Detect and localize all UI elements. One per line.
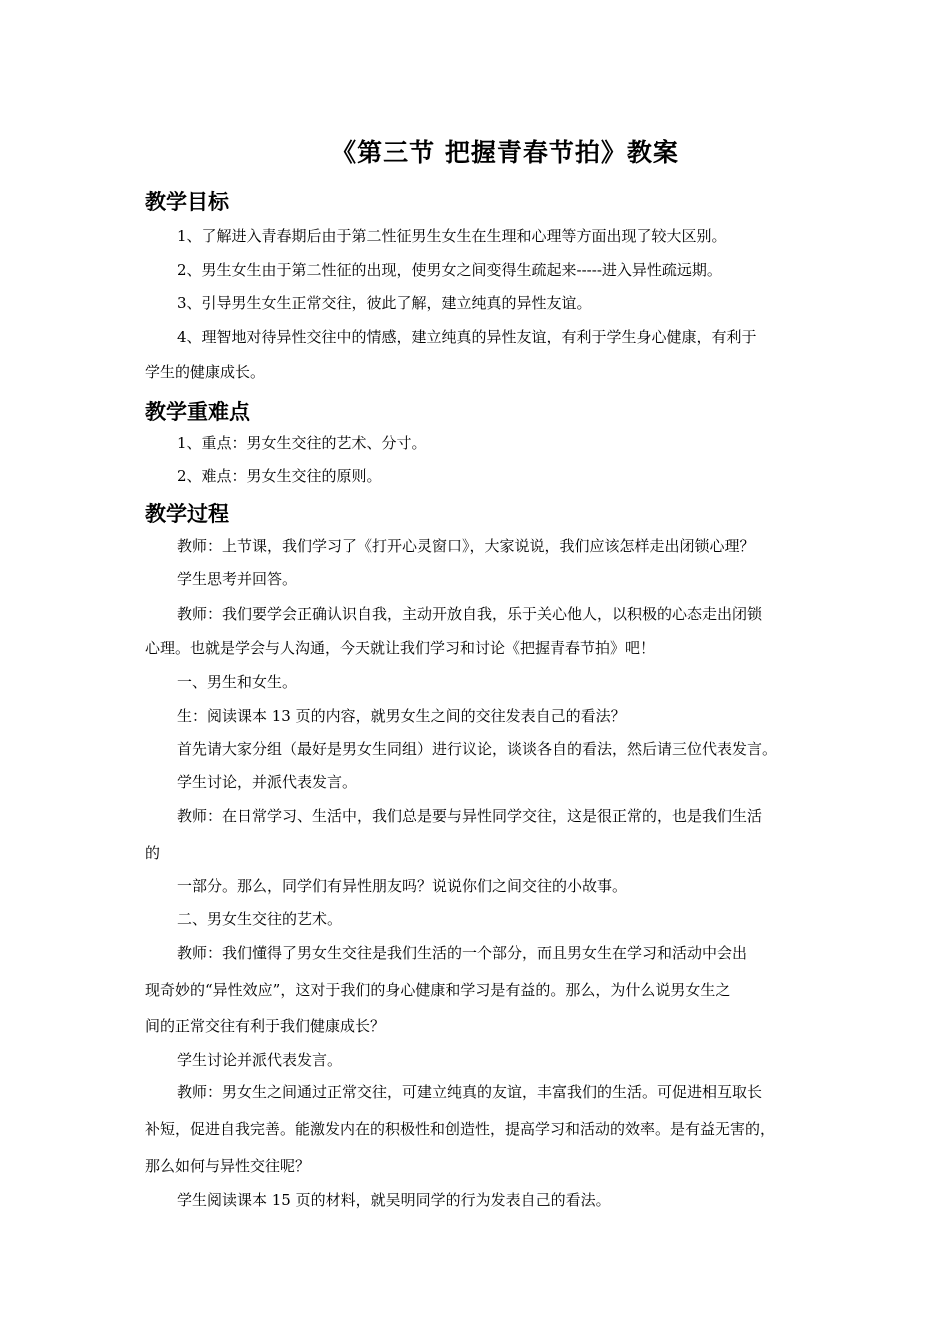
process-line: 补短，促进自我完善。能激发内在的积极性和创造性，提高学习和活动的效率。是有益无害的， [145, 1120, 776, 1138]
process-line: 心理。也就是学会与人沟通，今天就让我们学习和讨论《把握青春节拍》吧！ [145, 639, 656, 657]
process-line: 现奇妙的“异性效应”，这对于我们的身心健康和学习是有益的。那么，为什么说男女生之 [145, 981, 731, 999]
heading-process: 教学过程 [145, 502, 229, 526]
process-line: 学生思考并回答。 [177, 570, 298, 588]
process-line: 二、男女生交往的艺术。 [177, 910, 343, 928]
objective-line: 学生的健康成长。 [145, 363, 266, 381]
objective-line: 2、男生女生由于第二性征的出现，使男女之间变得生疏起来-----进入异性疏远期。 [177, 261, 722, 279]
process-line: 学生讨论，并派代表发言。 [177, 773, 358, 791]
objective-line: 1、了解进入青春期后由于第二性征男生女生在生理和心理等方面出现了较大区别。 [177, 227, 727, 245]
process-line: 教师：我们要学会正确认识自我，主动开放自我，乐于关心他人，以积极的心态走出闭锁 [177, 605, 763, 623]
process-line: 教师：上节课，我们学习了《打开心灵窗口》，大家说说，我们应该怎样走出闭锁心理？ [177, 537, 755, 555]
process-line: 教师：男女生之间通过正常交往，可建立纯真的友谊，丰富我们的生活。可促进相互取长 [177, 1083, 763, 1101]
process-line: 学生讨论并派代表发言。 [177, 1051, 343, 1069]
key-point-line: 2、难点：男女生交往的原则。 [177, 467, 382, 485]
objective-line: 4、理智地对待异性交往中的情感，建立纯真的异性友谊，有利于学生身心健康，有利于 [177, 328, 757, 346]
process-line: 的 [145, 844, 161, 862]
process-line: 一、男生和女生。 [177, 673, 298, 691]
process-line: 那么如何与异性交往呢？ [145, 1157, 311, 1175]
process-line: 学生阅读课本 15 页的材料，就吴明同学的行为发表自己的看法。 [177, 1191, 611, 1209]
document-title: 《第三节 把握青春节拍》教案 [331, 138, 679, 167]
key-point-line: 1、重点：男女生交往的艺术、分寸。 [177, 434, 427, 452]
process-line: 间的正常交往有利于我们健康成长？ [145, 1017, 386, 1035]
heading-objectives: 教学目标 [145, 190, 229, 214]
objective-line: 3、引导男生女生正常交往，彼此了解，建立纯真的异性友谊。 [177, 294, 592, 312]
process-line: 生：阅读课本 13 页的内容，就男女生之间的交往发表自己的看法？ [177, 707, 626, 725]
process-line: 教师：在日常学习、生活中，我们总是要与异性同学交往，这是很正常的，也是我们生活 [177, 807, 763, 825]
heading-key-points: 教学重难点 [145, 400, 250, 424]
process-line: 一部分。那么，同学们有异性朋友吗？说说你们之间交往的小故事。 [177, 877, 628, 895]
process-line: 教师：我们懂得了男女生交往是我们生活的一个部分，而且男女生在学习和活动中会出 [177, 944, 748, 962]
process-line: 首先请大家分组（最好是男女生同组）进行议论，谈谈各自的看法，然后请三位代表发言。 [177, 740, 778, 758]
